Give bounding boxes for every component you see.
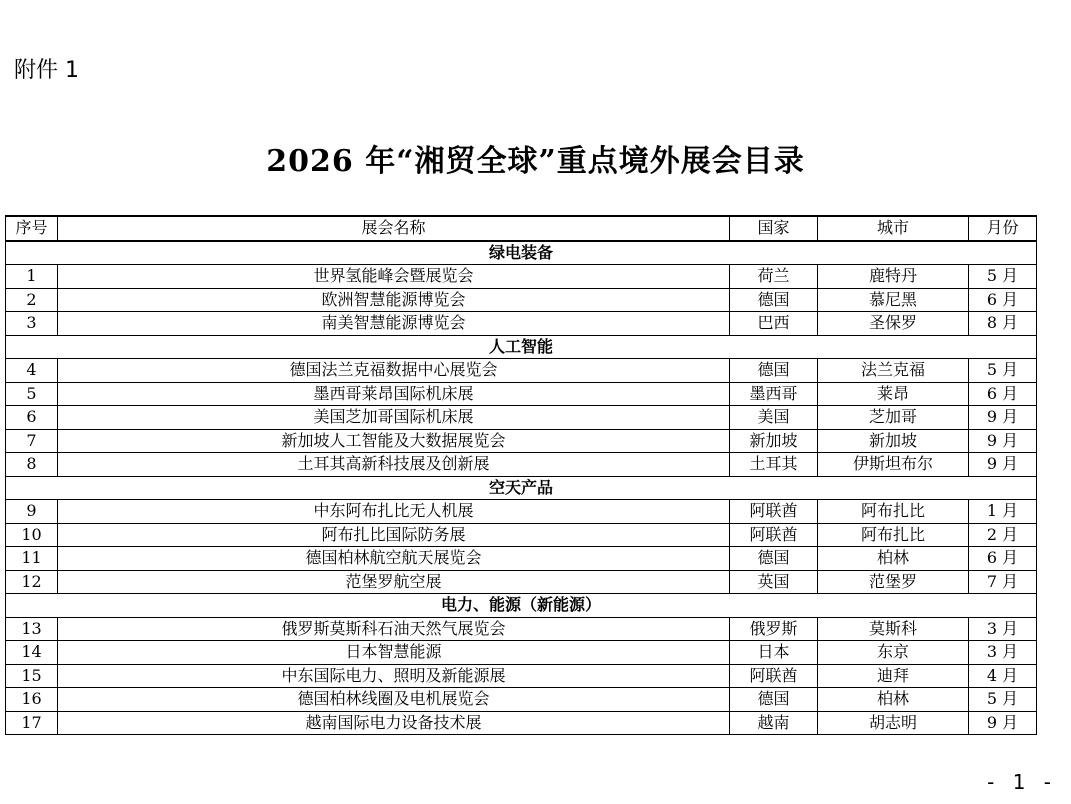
cell-name: 中东阿布扎比无人机展	[58, 500, 730, 524]
cell-country: 阿联酋	[730, 664, 818, 688]
cell-month: 9 月	[969, 453, 1037, 477]
header-month: 月份	[969, 216, 1037, 241]
header-no: 序号	[6, 216, 58, 241]
cell-country: 德国	[730, 547, 818, 571]
cell-month: 6 月	[969, 547, 1037, 571]
cell-month: 5 月	[969, 359, 1037, 383]
table-row	[6, 312, 1037, 336]
cell-month: 7 月	[969, 570, 1037, 594]
cell-no: 12	[6, 570, 58, 594]
cell-month: 6 月	[969, 382, 1037, 406]
table-row	[6, 617, 1037, 641]
table-row	[6, 406, 1037, 430]
cell-city: 柏林	[818, 688, 969, 712]
table-body	[6, 241, 1037, 735]
cell-no: 7	[6, 429, 58, 453]
cell-country: 荷兰	[730, 265, 818, 289]
cell-country: 土耳其	[730, 453, 818, 477]
cell-city: 莫斯科	[818, 617, 969, 641]
cell-country: 越南	[730, 711, 818, 735]
cell-no: 8	[6, 453, 58, 477]
cell-name: 日本智慧能源	[58, 641, 730, 665]
cell-city: 伊斯坦布尔	[818, 453, 969, 477]
cell-country: 德国	[730, 288, 818, 312]
category-row	[6, 594, 1037, 618]
cell-city: 新加坡	[818, 429, 969, 453]
cell-country: 美国	[730, 406, 818, 430]
cell-name: 范堡罗航空展	[58, 570, 730, 594]
cell-country: 巴西	[730, 312, 818, 336]
cell-no: 15	[6, 664, 58, 688]
cell-no: 9	[6, 500, 58, 524]
cell-month: 5 月	[969, 265, 1037, 289]
cell-city: 圣保罗	[818, 312, 969, 336]
cell-country: 德国	[730, 688, 818, 712]
cell-city: 阿布扎比	[818, 500, 969, 524]
cell-no: 11	[6, 547, 58, 571]
cell-city: 迪拜	[818, 664, 969, 688]
cell-country: 德国	[730, 359, 818, 383]
cell-name: 德国柏林航空航天展览会	[58, 547, 730, 571]
cell-city: 阿布扎比	[818, 523, 969, 547]
cell-month: 8 月	[969, 312, 1037, 336]
cell-country: 阿联酋	[730, 523, 818, 547]
cell-no: 10	[6, 523, 58, 547]
table-row	[6, 429, 1037, 453]
header-city: 城市	[818, 216, 969, 241]
category-row	[6, 335, 1037, 359]
category-label: 绿电装备	[6, 241, 1037, 265]
exhibition-table	[5, 215, 1037, 735]
cell-country: 墨西哥	[730, 382, 818, 406]
cell-name: 土耳其高新科技展及创新展	[58, 453, 730, 477]
cell-no: 6	[6, 406, 58, 430]
cell-no: 2	[6, 288, 58, 312]
cell-city: 胡志明	[818, 711, 969, 735]
table-row	[6, 382, 1037, 406]
table-row	[6, 711, 1037, 735]
category-label: 电力、能源（新能源）	[6, 594, 1037, 618]
cell-month: 4 月	[969, 664, 1037, 688]
cell-name: 越南国际电力设备技术展	[58, 711, 730, 735]
cell-name: 德国法兰克福数据中心展览会	[58, 359, 730, 383]
cell-month: 1 月	[969, 500, 1037, 524]
document-title: 2026 年“湘贸全球”重点境外展会目录	[266, 144, 805, 179]
cell-city: 鹿特丹	[818, 265, 969, 289]
table-row	[6, 688, 1037, 712]
cell-city: 慕尼黑	[818, 288, 969, 312]
table-row	[6, 664, 1037, 688]
page-number: - 1 -	[987, 770, 1057, 794]
cell-city: 东京	[818, 641, 969, 665]
cell-month: 6 月	[969, 288, 1037, 312]
cell-city: 范堡罗	[818, 570, 969, 594]
cell-month: 3 月	[969, 617, 1037, 641]
cell-city: 芝加哥	[818, 406, 969, 430]
cell-month: 9 月	[969, 406, 1037, 430]
cell-country: 俄罗斯	[730, 617, 818, 641]
cell-month: 2 月	[969, 523, 1037, 547]
cell-city: 法兰克福	[818, 359, 969, 383]
cell-name: 新加坡人工智能及大数据展览会	[58, 429, 730, 453]
cell-month: 3 月	[969, 641, 1037, 665]
cell-no: 14	[6, 641, 58, 665]
cell-country: 日本	[730, 641, 818, 665]
table-row	[6, 500, 1037, 524]
cell-name: 欧洲智慧能源博览会	[58, 288, 730, 312]
table-row	[6, 265, 1037, 289]
table-row	[6, 523, 1037, 547]
table-row	[6, 359, 1037, 383]
table-row	[6, 570, 1037, 594]
cell-name: 墨西哥莱昂国际机床展	[58, 382, 730, 406]
cell-no: 1	[6, 265, 58, 289]
cell-name: 中东国际电力、照明及新能源展	[58, 664, 730, 688]
cell-name: 南美智慧能源博览会	[58, 312, 730, 336]
table-row	[6, 641, 1037, 665]
cell-no: 13	[6, 617, 58, 641]
table-row	[6, 453, 1037, 477]
cell-name: 阿布扎比国际防务展	[58, 523, 730, 547]
cell-no: 3	[6, 312, 58, 336]
cell-no: 5	[6, 382, 58, 406]
category-row	[6, 476, 1037, 500]
attachment-label: 附件 1	[14, 58, 79, 83]
header-country: 国家	[730, 216, 818, 241]
cell-month: 9 月	[969, 429, 1037, 453]
category-row	[6, 241, 1037, 265]
cell-country: 英国	[730, 570, 818, 594]
cell-name: 美国芝加哥国际机床展	[58, 406, 730, 430]
cell-no: 16	[6, 688, 58, 712]
cell-month: 5 月	[969, 688, 1037, 712]
cell-country: 阿联酋	[730, 500, 818, 524]
cell-city: 柏林	[818, 547, 969, 571]
table-header-row	[6, 216, 1037, 241]
table-row	[6, 288, 1037, 312]
cell-city: 莱昂	[818, 382, 969, 406]
cell-name: 世界氢能峰会暨展览会	[58, 265, 730, 289]
cell-name: 俄罗斯莫斯科石油天然气展览会	[58, 617, 730, 641]
category-label: 人工智能	[6, 335, 1037, 359]
category-label: 空天产品	[6, 476, 1037, 500]
table-row	[6, 547, 1037, 571]
cell-no: 4	[6, 359, 58, 383]
cell-country: 新加坡	[730, 429, 818, 453]
cell-no: 17	[6, 711, 58, 735]
cell-name: 德国柏林线圈及电机展览会	[58, 688, 730, 712]
header-name: 展会名称	[58, 216, 730, 241]
cell-month: 9 月	[969, 711, 1037, 735]
